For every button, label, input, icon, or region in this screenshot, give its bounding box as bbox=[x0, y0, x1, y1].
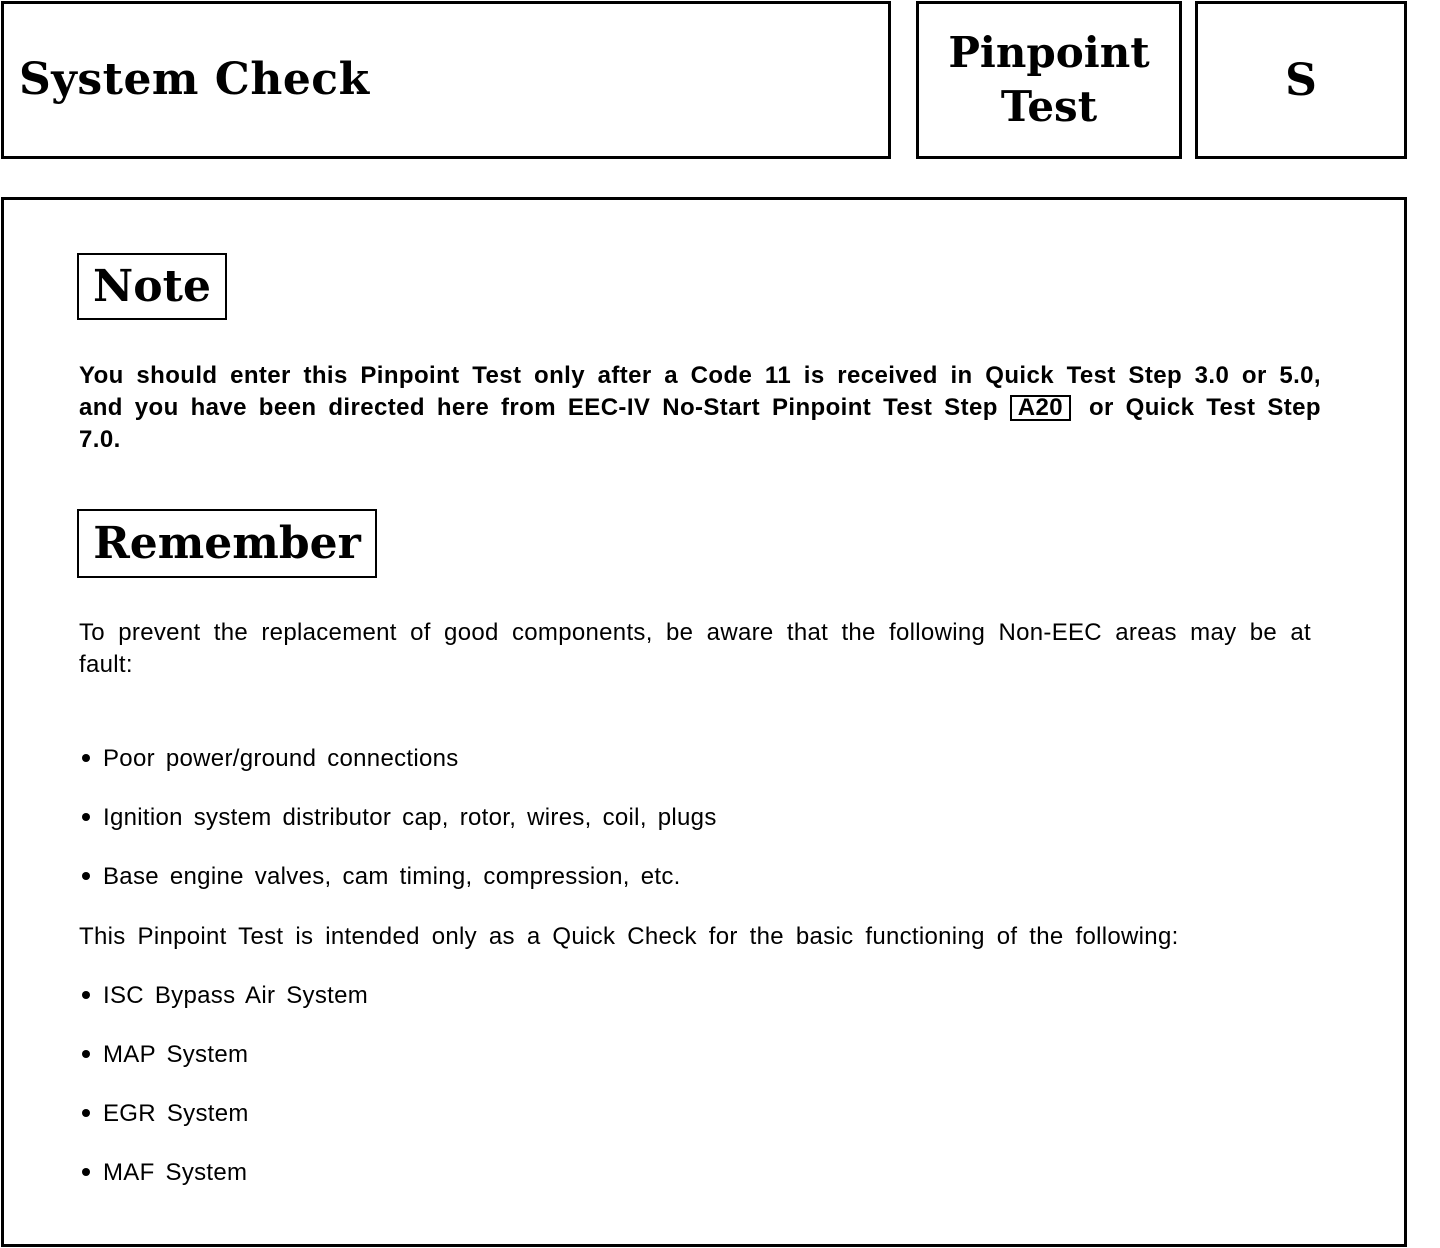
list-item bbox=[79, 743, 459, 775]
fault-item-text: Ignition system distributor cap, rotor, wires, coil, plugs bbox=[103, 804, 717, 831]
step-ref-a20: A20 bbox=[1010, 395, 1071, 421]
pinpoint-label-line1: Pinpoint bbox=[948, 28, 1150, 77]
page-title: System Check bbox=[19, 54, 370, 105]
list-item bbox=[79, 802, 717, 834]
header-title-box bbox=[1, 1, 891, 159]
bullet-icon bbox=[82, 1109, 90, 1117]
bullet-icon bbox=[82, 1168, 90, 1176]
bullet-icon bbox=[82, 991, 90, 999]
fault-item-text: Poor power/ground connections bbox=[103, 745, 459, 772]
pinpoint-code: S bbox=[1285, 54, 1317, 106]
list-item bbox=[79, 1098, 249, 1130]
content-panel bbox=[1, 197, 1407, 1247]
bullet-icon bbox=[82, 1050, 90, 1058]
system-item-text: EGR System bbox=[103, 1100, 249, 1127]
remember-intro: To prevent the replacement of good components, be aware that the following Non-EEC areas may be at fault: bbox=[79, 619, 1311, 678]
bullet-icon bbox=[82, 754, 90, 762]
system-item-text: ISC Bypass Air System bbox=[103, 982, 369, 1009]
bullet-icon bbox=[82, 872, 90, 880]
note-text bbox=[79, 360, 1321, 456]
purpose-text: This Pinpoint Test is intended only as a Quick Check for the basic functioning of the following: bbox=[79, 923, 1179, 950]
remember-heading: Remember bbox=[77, 509, 377, 578]
list-item bbox=[79, 1039, 248, 1071]
pinpoint-label-line2: Test bbox=[1000, 82, 1098, 131]
system-item-text: MAF System bbox=[103, 1159, 248, 1186]
header-code-box bbox=[1195, 1, 1407, 159]
bullet-icon bbox=[82, 813, 90, 821]
system-item-text: MAP System bbox=[103, 1041, 249, 1068]
note-text-end: or Quick Test Step 7.0. bbox=[79, 394, 1321, 453]
list-item bbox=[79, 1157, 247, 1189]
pinpoint-test-label bbox=[948, 26, 1149, 134]
list-item bbox=[79, 980, 368, 1012]
header-pinpoint-box bbox=[916, 1, 1182, 159]
list-item bbox=[79, 861, 681, 893]
fault-item-text: Base engine valves, cam timing, compression, etc. bbox=[103, 863, 681, 890]
note-text-main: You should enter this Pinpoint Test only after a Code 11 is received in Quick Test Step 3.0 or 5.0, and you have been directed here from EEC-IV No-Start Pinpoint Test Step bbox=[79, 362, 1321, 421]
note-heading: Note bbox=[77, 253, 227, 320]
